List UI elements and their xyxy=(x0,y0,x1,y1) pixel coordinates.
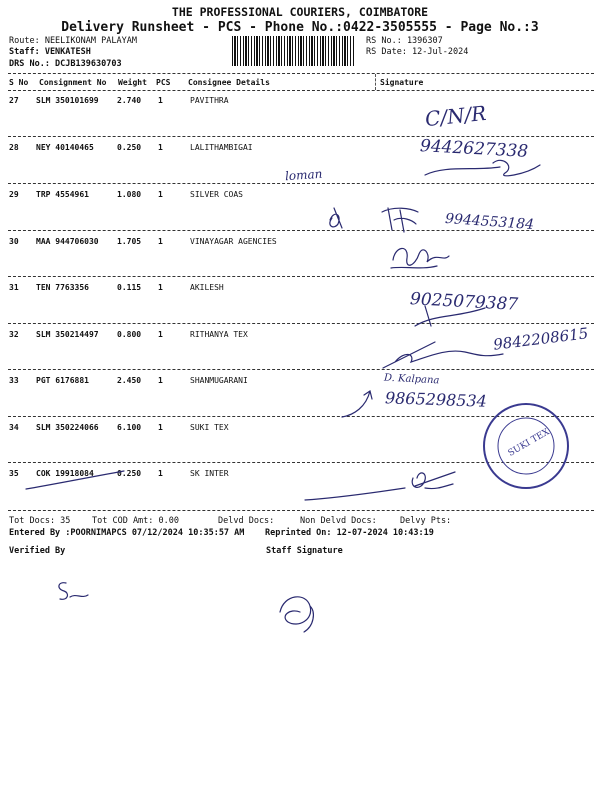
signature-r31-stroke xyxy=(395,300,495,330)
row-consignment: TRP 4554961 xyxy=(36,190,89,199)
col-consignment: Consignment No xyxy=(39,78,107,87)
row-weight: 2.740 xyxy=(117,96,142,105)
row-consignment: NEY 40140465 xyxy=(36,143,94,152)
verifier-initials xyxy=(52,575,92,605)
row-consignment: COK 19918084 xyxy=(36,469,94,478)
delivered-docs: Delvd Docs: xyxy=(218,516,275,526)
reprinted-on: Reprinted On: 12-07-2024 10:43:19 xyxy=(265,528,434,538)
row-sno: 32 xyxy=(9,330,19,339)
strike-r35 xyxy=(20,465,130,495)
entered-by: Entered By :POORNIMAPCS 07/12/2024 10:35:57 AM xyxy=(9,528,245,538)
col-consignee: Consignee Details xyxy=(188,78,270,87)
handwritten-r27: C/N/R xyxy=(423,100,488,132)
rs-date: RS Date: 12-Jul-2024 xyxy=(366,47,469,57)
staff-label: Staff: VENKATESH xyxy=(9,47,91,57)
signature-r29 xyxy=(320,198,460,238)
row-sno: 33 xyxy=(9,376,19,385)
row-sno: 27 xyxy=(9,96,19,105)
col-sno: S No xyxy=(9,78,29,87)
col-pcs: PCS xyxy=(156,78,171,87)
signature-r28 xyxy=(405,145,555,185)
row-weight: 0.250 xyxy=(117,143,142,152)
row-consignment: MAA 944706030 xyxy=(36,237,99,246)
row-rule xyxy=(8,510,594,511)
row-sno: 31 xyxy=(9,283,19,292)
row-pcs: 1 xyxy=(158,283,163,292)
row-consignment: TEN 7763356 xyxy=(36,283,89,292)
row-consignment: SLM 350224066 xyxy=(36,423,99,432)
row-pcs: 1 xyxy=(158,330,163,339)
row-consignee: RITHANYA TEX xyxy=(190,330,248,339)
row-consignment: SLM 350101699 xyxy=(36,96,99,105)
signature-r30 xyxy=(385,236,455,276)
row-pcs: 1 xyxy=(158,423,163,432)
total-docs: Tot Docs: 35 xyxy=(9,516,71,526)
row-sno: 34 xyxy=(9,423,19,432)
handwritten-r29-phone: 9944553184 xyxy=(444,210,535,234)
row-consignment: SLM 350214497 xyxy=(36,330,99,339)
row-weight: 0.250 xyxy=(117,469,142,478)
row-consignee: SUKI TEX xyxy=(190,423,229,432)
row-rule xyxy=(8,136,594,137)
header-rule-bottom xyxy=(8,90,594,91)
delivery-points: Delvy Pts: xyxy=(400,516,452,526)
barcode xyxy=(232,36,354,66)
table-row xyxy=(0,92,600,138)
row-rule xyxy=(8,276,594,277)
col-weight: Weight xyxy=(118,78,147,87)
header-rule-top xyxy=(8,73,594,74)
handwritten-r31-phone: 9025079387 xyxy=(409,289,519,315)
row-weight: 0.800 xyxy=(117,330,142,339)
row-pcs: 1 xyxy=(158,237,163,246)
handwritten-r32-phone: 9842208615 xyxy=(492,324,590,354)
stamp-text: SUKI TEX xyxy=(506,427,552,459)
row-rule xyxy=(8,323,594,324)
rs-number: RS No.: 1396307 xyxy=(366,36,443,46)
runsheet-title: Delivery Runsheet - PCS - Phone No.:0422-3505555 - Page No.:3 xyxy=(61,20,539,35)
handwritten-r33-name: D. Kalpana xyxy=(383,372,440,387)
row-consignee: SK INTER xyxy=(190,469,229,478)
staff-signature-mark xyxy=(270,582,330,642)
arrow-mark xyxy=(338,385,378,421)
row-consignee: SHANMUGARANI xyxy=(190,376,248,385)
row-pcs: 1 xyxy=(158,143,163,152)
handwritten-r28-phone: 9442627338 xyxy=(419,136,529,162)
staff-signature-label: Staff Signature xyxy=(266,546,343,556)
handwritten-r33-phone: 9865298534 xyxy=(384,388,488,411)
total-cod: Tot COD Amt: 0.00 xyxy=(92,516,179,526)
row-pcs: 1 xyxy=(158,469,163,478)
row-pcs: 1 xyxy=(158,96,163,105)
drs-number: DRS No.: DCJB139630703 xyxy=(9,59,122,69)
route-label: Route: NEELIKONAM PALAYAM xyxy=(9,36,137,46)
row-weight: 6.100 xyxy=(117,423,142,432)
row-consignee: VINAYAGAR AGENCIES xyxy=(190,237,277,246)
column-divider xyxy=(375,74,376,90)
row-weight: 2.450 xyxy=(117,376,142,385)
row-pcs: 1 xyxy=(158,190,163,199)
row-sno: 30 xyxy=(9,237,19,246)
row-consignee: PAVITHRA xyxy=(190,96,229,105)
verified-by: Verified By xyxy=(9,546,66,556)
row-weight: 1.705 xyxy=(117,237,142,246)
row-sno: 35 xyxy=(9,469,19,478)
row-sno: 29 xyxy=(9,190,19,199)
row-consignee: AKILESH xyxy=(190,283,224,292)
row-pcs: 1 xyxy=(158,376,163,385)
row-consignee: SILVER COAS xyxy=(190,190,243,199)
row-sno: 28 xyxy=(9,143,19,152)
signature-r32 xyxy=(375,328,515,373)
non-delivered-docs: Non Delvd Docs: xyxy=(300,516,377,526)
table-row xyxy=(0,233,600,279)
row-weight: 1.080 xyxy=(117,190,142,199)
row-weight: 0.115 xyxy=(117,283,142,292)
row-consignment: PGT 6176881 xyxy=(36,376,89,385)
company-title: THE PROFESSIONAL COURIERS, COIMBATORE xyxy=(171,5,429,19)
signature-r35 xyxy=(295,466,465,510)
col-signature: Signature xyxy=(380,78,424,87)
handwritten-r28-name: loman xyxy=(284,166,323,184)
row-consignee: LALITHAMBIGAI xyxy=(190,143,253,152)
